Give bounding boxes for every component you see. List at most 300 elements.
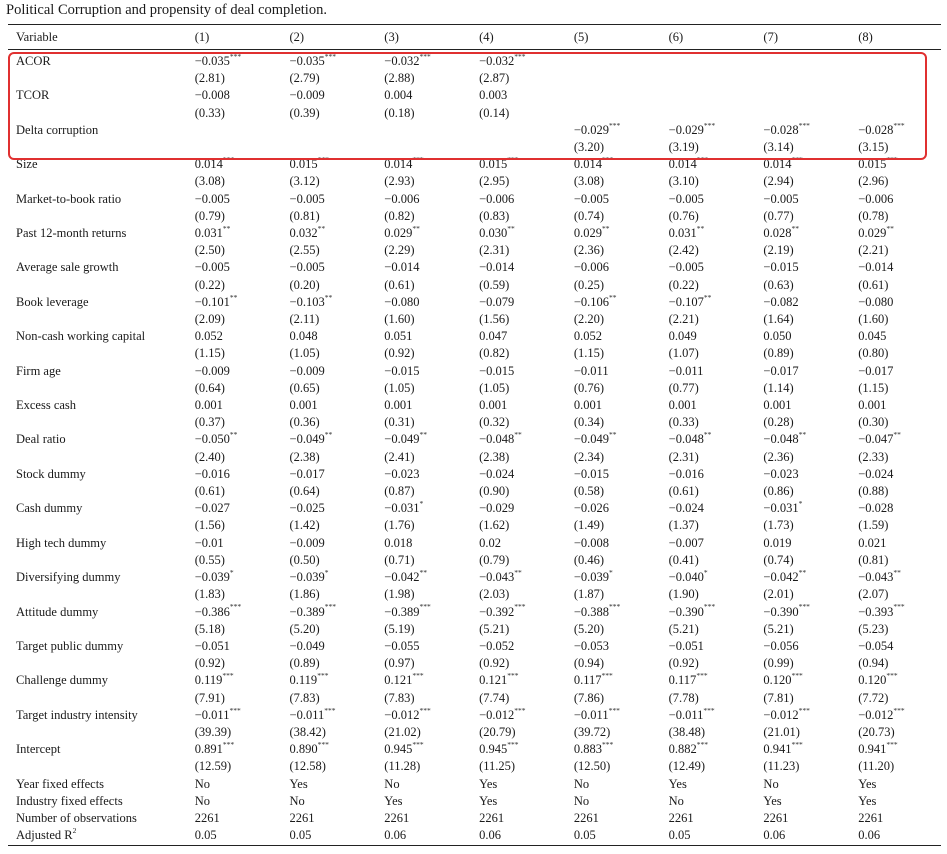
coef-cell: −0.006 bbox=[479, 191, 515, 206]
coef-cell: 0.941*** bbox=[763, 739, 803, 757]
coef-cell: −0.024 bbox=[858, 466, 894, 481]
tstat-cell bbox=[757, 105, 852, 122]
coef-cell: 0.882*** bbox=[668, 739, 709, 757]
tstat-cell: (5.23) bbox=[858, 621, 889, 636]
tstat-cell: (0.61) bbox=[194, 484, 225, 499]
significance-stars: *** bbox=[696, 671, 708, 681]
significance-stars: ** bbox=[324, 292, 333, 302]
coef-cell: −0.009 bbox=[194, 363, 230, 378]
coef-cell: −0.006 bbox=[858, 191, 894, 206]
row-label-empty bbox=[10, 173, 189, 190]
tstat-cell: (0.99) bbox=[763, 656, 794, 671]
coef-cell: 0.018 bbox=[384, 535, 413, 550]
tstat-cell: (0.22) bbox=[194, 277, 225, 292]
tstat-cell: (2.42) bbox=[668, 243, 699, 258]
significance-stars: *** bbox=[696, 739, 709, 749]
significance-stars: *** bbox=[609, 602, 621, 612]
tstat-cell: (5.19) bbox=[384, 621, 415, 636]
coef-cell: −0.023 bbox=[384, 466, 420, 481]
coef-cell: 0.001 bbox=[858, 398, 887, 413]
row-label-empty bbox=[10, 380, 189, 397]
tstat-cell bbox=[663, 70, 758, 87]
tstat-cell: (1.60) bbox=[858, 312, 889, 327]
coef-cell: −0.015 bbox=[763, 260, 799, 275]
significance-stars: *** bbox=[609, 120, 621, 130]
tstat-cell: (2.11) bbox=[289, 312, 320, 327]
tstat-cell: (0.82) bbox=[384, 208, 415, 223]
significance-stars: *** bbox=[791, 155, 803, 165]
footer-label-text: Industry fixed effects bbox=[16, 793, 123, 808]
coef-cell: −0.015 bbox=[573, 466, 610, 481]
tstat-cell: (0.89) bbox=[763, 346, 794, 361]
coef-row bbox=[10, 535, 947, 552]
significance-stars: * bbox=[798, 499, 803, 509]
tstat-cell: (5.21) bbox=[668, 621, 699, 636]
significance-stars: *** bbox=[507, 155, 519, 165]
coef-row bbox=[10, 500, 947, 517]
significance-stars: ** bbox=[696, 223, 705, 233]
coef-cell: −0.055 bbox=[384, 638, 420, 653]
significance-stars: *** bbox=[886, 155, 898, 165]
coef-cell: −0.053 bbox=[573, 638, 610, 653]
coef-cell: −0.017 bbox=[289, 466, 325, 481]
tstat-cell: (1.62) bbox=[479, 518, 510, 533]
footer-cell: No bbox=[384, 776, 400, 791]
tstat-cell: (0.39) bbox=[289, 105, 320, 120]
significance-stars: ** bbox=[798, 567, 807, 577]
footer-cell: 0.06 bbox=[858, 828, 881, 843]
coef-cell: −0.035*** bbox=[289, 51, 336, 68]
tstat-cell: (12.58) bbox=[289, 759, 326, 774]
coef-cell: −0.106** bbox=[573, 292, 617, 309]
coef-cell: 0.019 bbox=[763, 535, 792, 550]
significance-stars: *** bbox=[507, 671, 519, 681]
coef-cell: −0.006 bbox=[573, 260, 610, 275]
coef-cell: −0.049** bbox=[573, 430, 617, 447]
footer-cell: No bbox=[194, 776, 211, 791]
footer-cell: 2261 bbox=[384, 810, 410, 825]
coef-cell: 0.001 bbox=[763, 398, 792, 413]
significance-stars: ** bbox=[229, 292, 238, 302]
tstat-cell: (0.92) bbox=[194, 656, 225, 671]
coef-cell: 0.945*** bbox=[384, 739, 424, 757]
header-column: (7) bbox=[763, 30, 778, 44]
coef-cell: 0.029** bbox=[573, 223, 610, 241]
coef-cell: 0.117*** bbox=[573, 671, 613, 688]
tstat-row bbox=[10, 690, 947, 707]
tstat-cell: (38.42) bbox=[289, 724, 326, 739]
tstat-cell: (2.36) bbox=[763, 449, 794, 464]
significance-stars: * bbox=[419, 499, 424, 509]
significance-stars: * bbox=[609, 567, 613, 577]
coef-cell: −0.005 bbox=[573, 191, 610, 206]
row-label: Stock dummy bbox=[16, 466, 86, 481]
coef-cell: −0.028*** bbox=[858, 120, 905, 137]
tstat-cell: (2.01) bbox=[763, 587, 794, 602]
significance-stars: *** bbox=[412, 155, 424, 165]
tstat-cell: (2.31) bbox=[668, 449, 699, 464]
coef-cell: −0.082 bbox=[763, 294, 799, 309]
coef-row bbox=[10, 431, 947, 448]
tstat-cell: (5.20) bbox=[573, 621, 605, 636]
tstat-cell: (0.81) bbox=[858, 552, 889, 567]
tstat-cell: (0.89) bbox=[289, 656, 320, 671]
coef-cell: −0.007 bbox=[668, 535, 704, 550]
tstat-cell: (2.55) bbox=[289, 243, 320, 258]
tstat-cell: (2.87) bbox=[479, 71, 510, 86]
tstat-cell: (1.14) bbox=[763, 380, 794, 395]
tstat-cell: (2.88) bbox=[384, 71, 415, 86]
coef-cell: −0.005 bbox=[668, 260, 704, 275]
row-label-empty bbox=[10, 621, 189, 638]
header-column: (1) bbox=[194, 30, 210, 44]
coef-cell: −0.028*** bbox=[763, 120, 810, 137]
coef-cell: −0.048** bbox=[763, 430, 807, 447]
coef-cell: 0.02 bbox=[479, 535, 501, 550]
tstat-cell: (1.15) bbox=[194, 346, 225, 361]
coef-cell: −0.015 bbox=[479, 363, 515, 378]
tstat-cell: (1.42) bbox=[289, 518, 320, 533]
coef-cell: 0.001 bbox=[384, 398, 413, 413]
tstat-cell: (1.76) bbox=[384, 518, 415, 533]
coef-cell: −0.014 bbox=[479, 260, 515, 275]
coef-cell: −0.028 bbox=[858, 501, 894, 516]
tstat-cell: (7.91) bbox=[194, 690, 225, 705]
significance-stars: ** bbox=[514, 567, 522, 577]
footer-row bbox=[10, 776, 947, 793]
footer-cell: 0.05 bbox=[289, 828, 312, 843]
coef-cell: 0.891*** bbox=[194, 739, 235, 757]
footer-cell: No bbox=[763, 776, 779, 791]
row-label-empty bbox=[10, 449, 189, 466]
tstat-cell: (1.83) bbox=[194, 587, 225, 602]
coef-row bbox=[10, 328, 947, 345]
tstat-cell: (0.87) bbox=[384, 484, 415, 499]
significance-stars: *** bbox=[798, 120, 810, 130]
significance-stars: *** bbox=[514, 705, 526, 715]
significance-stars: *** bbox=[229, 705, 241, 715]
tstat-cell: (0.82) bbox=[479, 346, 510, 361]
significance-stars: ** bbox=[601, 223, 610, 233]
row-label: Target public dummy bbox=[16, 638, 124, 653]
coef-cell: −0.031* bbox=[763, 499, 803, 516]
tstat-cell: (11.25) bbox=[479, 759, 516, 774]
tstat-cell: (7.83) bbox=[289, 690, 320, 705]
coef-cell: 0.014*** bbox=[573, 155, 614, 172]
footer-label-sup: 2 bbox=[72, 825, 77, 835]
tstat-cell: (2.21) bbox=[858, 243, 889, 258]
tstat-cell: (2.38) bbox=[479, 449, 510, 464]
tstat-cell: (0.58) bbox=[573, 484, 605, 499]
tstat-row bbox=[10, 449, 947, 466]
tstat-cell: (3.20) bbox=[573, 140, 605, 155]
significance-stars: ** bbox=[893, 567, 901, 577]
coef-cell: 0.121*** bbox=[384, 671, 424, 688]
tstat-cell: (12.59) bbox=[194, 759, 232, 774]
coef-cell bbox=[757, 53, 852, 70]
tstat-cell: (38.48) bbox=[668, 724, 706, 739]
tstat-row bbox=[10, 311, 947, 328]
coef-cell: −0.048** bbox=[668, 430, 712, 447]
coef-cell: 0.121*** bbox=[479, 671, 519, 688]
row-label-empty bbox=[10, 70, 189, 87]
coef-cell: 0.119*** bbox=[194, 671, 234, 688]
significance-stars: ** bbox=[703, 430, 712, 440]
coef-cell: −0.005 bbox=[289, 260, 325, 275]
coef-cell: −0.029 bbox=[479, 501, 515, 516]
coef-cell: −0.017 bbox=[763, 363, 799, 378]
row-label-empty bbox=[10, 483, 189, 500]
tstat-cell: (1.60) bbox=[384, 312, 415, 327]
tstat-cell: (7.74) bbox=[479, 690, 510, 705]
tstat-cell: (3.14) bbox=[763, 140, 794, 155]
tstat-row bbox=[10, 380, 947, 397]
table-bottom-rule bbox=[8, 845, 941, 846]
significance-stars: *** bbox=[324, 51, 336, 61]
footer-row bbox=[10, 827, 947, 844]
footer-label bbox=[10, 827, 189, 844]
tstat-cell: (1.49) bbox=[573, 518, 605, 533]
coef-cell: 0.032** bbox=[289, 223, 326, 241]
footer-cell: 0.05 bbox=[573, 828, 596, 843]
tstat-row bbox=[10, 277, 947, 294]
tstat-cell: (0.33) bbox=[668, 415, 699, 430]
tstat-cell: (0.63) bbox=[763, 277, 794, 292]
tstat-cell: (0.90) bbox=[479, 484, 510, 499]
coef-cell: −0.016 bbox=[668, 466, 704, 481]
tstat-cell: (2.81) bbox=[194, 71, 225, 86]
coef-cell: −0.103** bbox=[289, 292, 333, 309]
row-label-empty bbox=[10, 586, 189, 603]
tstat-cell bbox=[568, 105, 663, 122]
coef-row bbox=[10, 466, 947, 483]
significance-stars: ** bbox=[609, 430, 617, 440]
footer-cell: Yes bbox=[763, 793, 782, 808]
coef-cell: 0.001 bbox=[194, 398, 223, 413]
significance-stars: *** bbox=[324, 705, 336, 715]
coef-cell bbox=[568, 87, 663, 104]
tstat-row bbox=[10, 105, 947, 122]
tstat-cell bbox=[378, 139, 473, 156]
tstat-row bbox=[10, 758, 947, 775]
significance-stars: ** bbox=[317, 223, 326, 233]
coef-cell bbox=[852, 53, 947, 70]
tstat-cell: (0.20) bbox=[289, 277, 320, 292]
coef-cell bbox=[189, 122, 284, 139]
header-row bbox=[10, 27, 947, 47]
tstat-cell: (0.76) bbox=[573, 380, 605, 395]
tstat-cell: (2.40) bbox=[194, 449, 225, 464]
coef-row bbox=[10, 741, 947, 758]
tstat-cell: (3.15) bbox=[858, 140, 889, 155]
tstat-cell: (12.49) bbox=[668, 759, 706, 774]
tstat-row bbox=[10, 173, 947, 190]
tstat-row bbox=[10, 517, 947, 534]
tstat-cell: (0.64) bbox=[289, 484, 320, 499]
tstat-cell: (2.79) bbox=[289, 71, 320, 86]
footer-label-text: Year fixed effects bbox=[16, 776, 105, 791]
significance-stars: *** bbox=[703, 120, 716, 130]
tstat-cell: (5.18) bbox=[194, 621, 225, 636]
coef-cell: −0.014 bbox=[384, 260, 420, 275]
coef-row bbox=[10, 225, 947, 242]
coef-row bbox=[10, 156, 947, 173]
row-label: Firm age bbox=[16, 363, 61, 378]
coef-row bbox=[10, 87, 947, 104]
footer-label bbox=[10, 793, 189, 810]
footer-cell: No bbox=[573, 793, 590, 808]
tstat-cell: (0.31) bbox=[384, 415, 415, 430]
significance-stars: *** bbox=[222, 155, 235, 165]
tstat-cell bbox=[852, 70, 947, 87]
coef-cell: −0.043** bbox=[479, 567, 522, 585]
tstat-cell: (3.08) bbox=[573, 174, 605, 189]
significance-stars: ** bbox=[507, 223, 515, 233]
tstat-row bbox=[10, 242, 947, 259]
tstat-cell: (0.94) bbox=[573, 656, 605, 671]
coef-cell: 0.003 bbox=[479, 88, 508, 103]
tstat-cell: (7.83) bbox=[384, 690, 415, 705]
footer-cell: 2261 bbox=[289, 810, 315, 825]
coef-cell: 0.014*** bbox=[668, 155, 709, 172]
coef-cell: 0.045 bbox=[858, 329, 887, 344]
tstat-cell: (2.33) bbox=[858, 449, 889, 464]
footer-cell: 2261 bbox=[668, 810, 694, 825]
coef-cell: −0.052 bbox=[479, 638, 515, 653]
significance-stars: ** bbox=[798, 430, 807, 440]
tstat-cell: (0.50) bbox=[289, 552, 320, 567]
footer-cell: Yes bbox=[289, 776, 308, 791]
significance-stars: * bbox=[324, 567, 329, 577]
coef-cell: −0.386*** bbox=[194, 602, 242, 619]
tstat-cell: (0.33) bbox=[194, 105, 225, 120]
coef-cell: −0.042** bbox=[763, 567, 807, 585]
tstat-cell: (2.41) bbox=[384, 449, 415, 464]
footer-label-text: Number of observations bbox=[16, 810, 137, 825]
tstat-cell: (7.72) bbox=[858, 690, 889, 705]
tstat-cell: (3.10) bbox=[668, 174, 699, 189]
row-label: ACOR bbox=[16, 54, 51, 68]
coef-cell: 0.050 bbox=[763, 329, 792, 344]
tstat-cell: (2.36) bbox=[573, 243, 605, 258]
footer-cell: 2261 bbox=[479, 810, 505, 825]
footer-cell: 0.05 bbox=[668, 828, 691, 843]
row-label-empty bbox=[10, 311, 189, 328]
coef-cell: −0.049** bbox=[384, 430, 427, 447]
significance-stars: *** bbox=[886, 739, 898, 749]
tstat-cell: (0.22) bbox=[668, 277, 699, 292]
coef-cell bbox=[568, 53, 663, 70]
tstat-cell: (0.30) bbox=[858, 415, 889, 430]
significance-stars: * bbox=[703, 567, 708, 577]
coef-cell: −0.032*** bbox=[479, 51, 526, 68]
coef-row bbox=[10, 294, 947, 311]
tstat-cell: (0.25) bbox=[573, 277, 605, 292]
significance-stars: *** bbox=[798, 602, 810, 612]
row-label-empty bbox=[10, 552, 189, 569]
significance-stars: ** bbox=[703, 292, 712, 302]
tstat-cell: (0.74) bbox=[763, 552, 794, 567]
coef-cell: 0.052 bbox=[194, 329, 223, 344]
tstat-row bbox=[10, 724, 947, 741]
footer-cell: 0.06 bbox=[479, 828, 501, 843]
coef-cell: −0.390*** bbox=[763, 602, 810, 619]
tstat-cell: (39.39) bbox=[194, 724, 232, 739]
coef-row bbox=[10, 259, 947, 276]
significance-stars: *** bbox=[514, 602, 526, 612]
coef-cell: 0.052 bbox=[573, 329, 602, 344]
significance-stars: *** bbox=[419, 705, 431, 715]
coef-cell: 0.941*** bbox=[858, 739, 898, 757]
tstat-cell: (5.21) bbox=[479, 621, 510, 636]
footer-cell: 2261 bbox=[858, 810, 884, 825]
tstat-cell: (0.55) bbox=[194, 552, 225, 567]
coef-cell: −0.011*** bbox=[289, 705, 336, 722]
row-label-empty bbox=[10, 724, 189, 741]
tstat-cell: (1.37) bbox=[668, 518, 699, 533]
tstat-cell: (0.92) bbox=[479, 656, 510, 671]
row-label-empty bbox=[10, 517, 189, 534]
significance-stars: *** bbox=[893, 120, 905, 130]
coef-cell: −0.079 bbox=[479, 294, 515, 309]
tstat-cell bbox=[473, 139, 568, 156]
coef-cell: −0.016 bbox=[194, 466, 230, 481]
coef-cell: −0.005 bbox=[668, 191, 704, 206]
tstat-cell: (1.15) bbox=[858, 380, 889, 395]
tstat-cell: (2.50) bbox=[194, 243, 225, 258]
coef-cell: −0.005 bbox=[763, 191, 799, 206]
header-column: (4) bbox=[479, 30, 494, 44]
tstat-cell: (1.15) bbox=[573, 346, 605, 361]
tstat-cell bbox=[757, 70, 852, 87]
coef-cell: −0.027 bbox=[194, 501, 230, 516]
tstat-cell: (21.02) bbox=[384, 724, 421, 739]
tstat-cell: (11.28) bbox=[384, 759, 421, 774]
coef-cell: 0.001 bbox=[289, 398, 318, 413]
footer-cell: Yes bbox=[858, 776, 877, 791]
footer-cell: Yes bbox=[858, 793, 877, 808]
coef-cell bbox=[284, 122, 379, 139]
row-label: Deal ratio bbox=[16, 432, 66, 447]
header-variable: Variable bbox=[16, 30, 58, 44]
tstat-cell: (0.97) bbox=[384, 656, 415, 671]
coef-cell: 0.014*** bbox=[194, 155, 235, 172]
coef-cell: 0.001 bbox=[573, 398, 602, 413]
tstat-cell: (12.50) bbox=[573, 759, 611, 774]
significance-stars: *** bbox=[696, 155, 709, 165]
significance-stars: *** bbox=[703, 705, 715, 715]
coef-cell: −0.008 bbox=[573, 535, 610, 550]
footer-label bbox=[10, 776, 189, 793]
tstat-cell: (0.83) bbox=[479, 208, 510, 223]
footer-cell: No bbox=[668, 793, 684, 808]
header-column: (5) bbox=[573, 30, 589, 44]
coef-cell: −0.390*** bbox=[668, 602, 716, 619]
coef-cell: 0.028** bbox=[763, 223, 800, 241]
tstat-row bbox=[10, 208, 947, 225]
footer-label-text: Adjusted R bbox=[16, 828, 73, 843]
tstat-cell: (1.98) bbox=[384, 587, 415, 602]
tstat-cell: (0.76) bbox=[668, 208, 699, 223]
tstat-cell: (0.37) bbox=[194, 415, 225, 430]
footer-cell: 0.05 bbox=[194, 828, 217, 843]
tstat-cell: (0.59) bbox=[479, 277, 510, 292]
coef-cell: −0.392*** bbox=[479, 602, 526, 619]
coef-cell: −0.049** bbox=[289, 430, 333, 447]
tstat-cell: (1.05) bbox=[479, 380, 510, 395]
coef-cell bbox=[663, 87, 758, 104]
coef-cell: 0.031** bbox=[194, 223, 231, 241]
